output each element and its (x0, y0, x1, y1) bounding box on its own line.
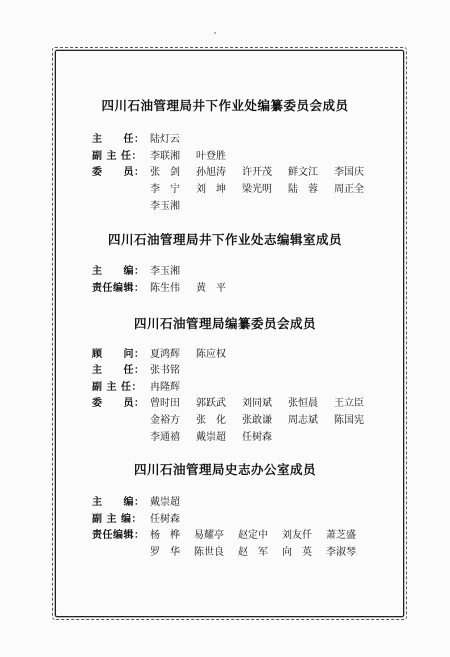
member-row (92, 166, 388, 213)
member-name: 任树森 (150, 514, 180, 525)
member-name: 刘同斌 (242, 398, 272, 409)
names-list (150, 397, 388, 444)
member-row (92, 133, 388, 146)
role-label: 主 编： (92, 497, 145, 508)
member-name: 易耀亭 (194, 530, 224, 541)
names-list (150, 133, 388, 146)
section-title-2: 四川石油管理局井下作业处志编辑室成员 (107, 232, 342, 247)
member-name: 刘 坤 (196, 184, 226, 195)
member-name: 陈世良 (194, 547, 224, 558)
member-name: 孙旭涛 (196, 167, 226, 178)
names-list (150, 496, 388, 509)
member-name: 李 宁 (150, 184, 180, 195)
role-label: 主 任： (92, 134, 145, 145)
member-row (92, 265, 388, 278)
member-name: 李联湘 (150, 151, 180, 162)
member-row (92, 381, 388, 394)
member-name: 李通禧 (150, 432, 180, 443)
role-label: 顾 问： (92, 349, 145, 360)
member-name: 黄 平 (196, 283, 226, 294)
names-list (150, 166, 388, 213)
member-row (92, 348, 388, 361)
member-name: 向 英 (282, 547, 312, 558)
member-name: 张 化 (196, 415, 226, 426)
member-name: 周志斌 (288, 415, 318, 426)
names-list (150, 150, 388, 163)
names-list (150, 348, 388, 361)
role-label: 副 主 任： (92, 151, 142, 162)
member-row (92, 397, 388, 444)
member-row (92, 529, 388, 559)
scan-speck (214, 32, 216, 34)
names-list (150, 282, 388, 295)
role-label: 副 主 编： (92, 514, 142, 525)
member-name: 梁光明 (242, 184, 272, 195)
member-name: 陆灯云 (150, 134, 180, 145)
member-name: 陈国宪 (334, 415, 364, 426)
member-name: 刘友仟 (282, 530, 312, 541)
member-name: 李玉湘 (150, 201, 180, 212)
member-row (92, 513, 388, 526)
names-list (150, 364, 388, 377)
member-name: 陈生伟 (150, 283, 180, 294)
member-row (92, 150, 388, 163)
member-name: 戴崇超 (150, 497, 180, 508)
member-name: 李淑琴 (326, 547, 356, 558)
role-label: 主 编： (92, 266, 145, 277)
member-name: 杨 桦 (150, 530, 180, 541)
section-title-4: 四川石油管理局史志办公室成员 (133, 462, 316, 477)
member-name: 许开茂 (242, 167, 272, 178)
member-name: 张敢谦 (242, 415, 272, 426)
member-name: 王立臣 (334, 398, 364, 409)
member-name: 陆 蓉 (288, 184, 318, 195)
member-name: 张 剑 (150, 167, 180, 178)
member-name: 张书铭 (150, 365, 180, 376)
member-row (92, 496, 388, 509)
member-name: 李玉湘 (150, 266, 180, 277)
member-name: 赵 军 (238, 547, 268, 558)
member-name: 张恒晨 (288, 398, 318, 409)
member-name: 曾时田 (150, 398, 180, 409)
role-label: 副 主 任： (92, 382, 142, 393)
role-label: 责任编辑： (92, 283, 145, 294)
names-list (150, 513, 388, 526)
member-name: 罗 华 (150, 547, 180, 558)
role-label: 主 任： (92, 365, 145, 376)
names-list (150, 381, 388, 394)
names-list (150, 265, 388, 278)
member-row (92, 282, 388, 295)
member-name: 郭跃武 (196, 398, 226, 409)
member-name: 夏鸿辉 (150, 349, 180, 360)
section-title-1: 四川石油管理局井下作业处编纂委员会成员 (101, 98, 349, 113)
names-list (150, 529, 388, 559)
member-name: 李国庆 (334, 167, 364, 178)
member-row (92, 364, 388, 377)
role-label: 委 员： (92, 398, 145, 409)
section-title-3: 四川石油管理局编纂委员会成员 (133, 316, 316, 331)
member-name: 任树森 (242, 432, 272, 443)
role-label: 责任编辑： (92, 530, 145, 541)
member-name: 赵定中 (238, 530, 268, 541)
member-name: 周正全 (334, 184, 364, 195)
member-name: 陈应权 (196, 349, 226, 360)
member-name: 萧芝盛 (326, 530, 356, 541)
role-label: 委 员： (92, 167, 145, 178)
member-name: 鲜文江 (288, 167, 318, 178)
member-name: 冉隆辉 (150, 382, 180, 393)
member-name: 戴崇超 (196, 432, 226, 443)
member-name: 叶登胜 (196, 151, 226, 162)
member-name: 金裕方 (150, 415, 180, 426)
